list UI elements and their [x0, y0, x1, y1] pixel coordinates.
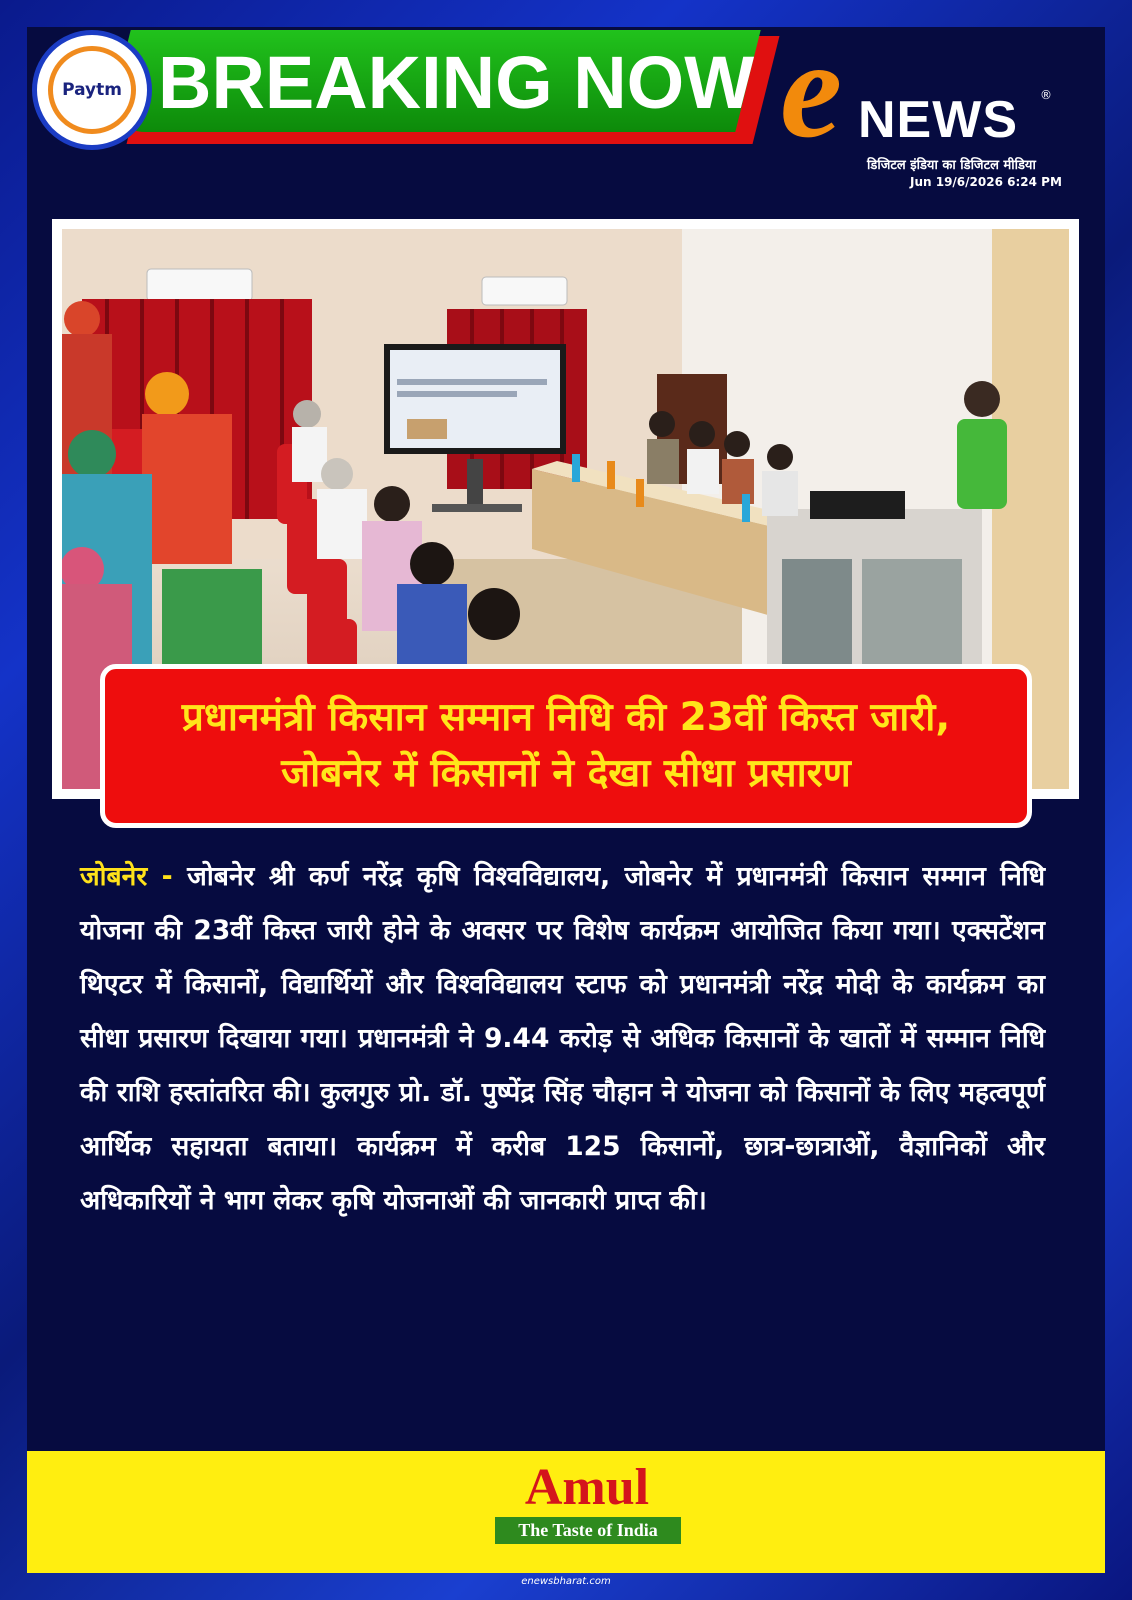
- breaking-now-title: BREAKING NOW: [158, 41, 755, 124]
- dateline-place: जोबनेर -: [80, 861, 173, 892]
- article-body: [80, 850, 1045, 1228]
- paytm-logo: [32, 30, 152, 150]
- enews-tagline: डिजिटल इंडिया का डिजिटल मीडिया: [867, 158, 1036, 173]
- headline-line-2: जोबनेर में किसानों ने देखा सीधा प्रसारण: [281, 751, 851, 796]
- publish-datetime: Jun 19/6/2026 6:24 PM: [910, 175, 1062, 189]
- amul-logo: Amul: [524, 1459, 650, 1516]
- article-text: जोबनेर श्री कर्ण नरेंद्र कृषि विश्वविद्यालय, जोबनेर में प्रधानमंत्री किसान सम्मान निधि योजना की 23वीं किस्त जारी होने के अवसर पर विशेष कार्यक्रम आयोजित किया गया। एक्सटेंशन थिएटर में किसानों, विद्यार्थियों और विश्वविद्यालय स्टाफ को प्रधानमंत्री नरेंद्र मोदी के कार्यक्रम का सीधा प्रसारण दिखाया गया। प्रधानमंत्री ने 9.44 करोड़ से अधिक किसानों के खातों में सम्मान निधि की राशि हस्तांतरित की। कुलगुरु प्रो. डॉ. पुष्पेंद्र सिंह चौहान ने योजना को किसानों के लिए महत्वपूर्ण आर्थिक सहायता बताया। कार्यक्रम में करीब 125 किसानों, छात्र-छात्राओं, वैज्ञानिकों और अधिकारियों ने भाग लेकर कृषि योजनाओं की जानकारी प्राप्त की।: [80, 861, 1046, 1216]
- enews-logo-word: NEWS: [858, 91, 1018, 149]
- paytm-logo-text: Paytm: [62, 80, 122, 100]
- headline-box: [100, 664, 1032, 828]
- registered-mark: ®: [1040, 88, 1052, 102]
- site-url: enewsbharat.com: [521, 1576, 611, 1587]
- paytm-logo-ring: [48, 46, 136, 134]
- enews-logo-e: e: [780, 12, 843, 167]
- amul-tagline: The Taste of India: [495, 1517, 681, 1544]
- headline-line-1: प्रधानमंत्री किसान सम्मान निधि की 23वीं किस्त जारी,: [181, 695, 951, 740]
